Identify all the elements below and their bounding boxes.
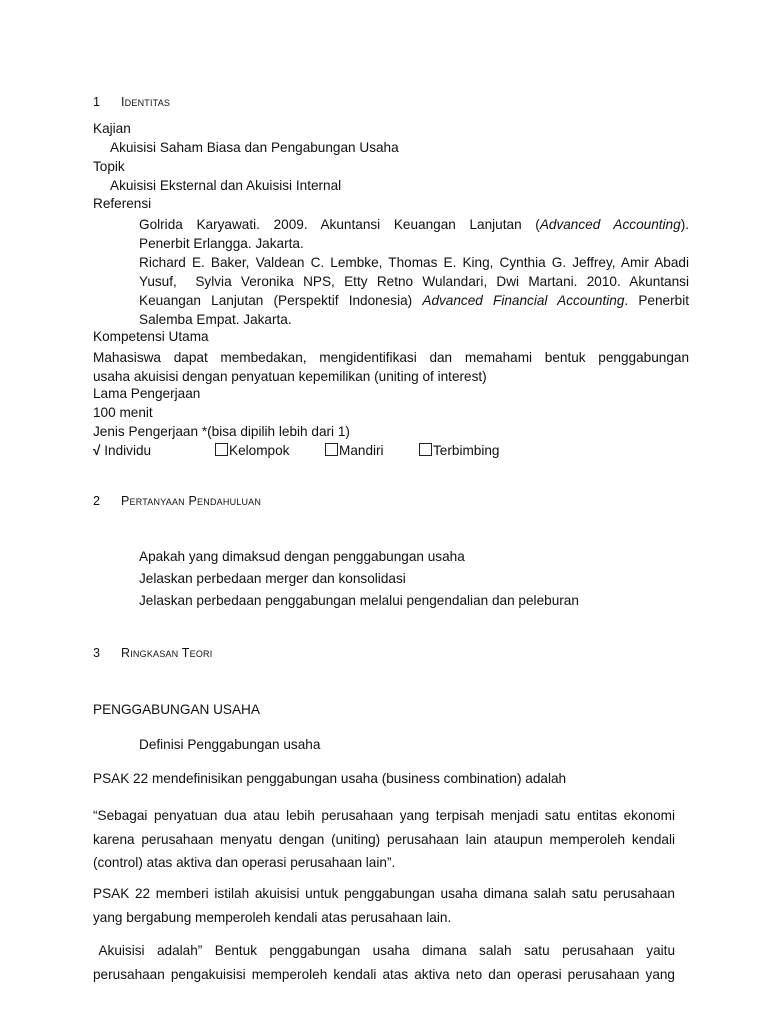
jenis-label: Jenis Pengerjaan *(bisa dipilih lebih dari 1) — [93, 424, 350, 439]
checkbox-icon — [215, 443, 228, 456]
kajian-value: Akuisisi Saham Biasa dan Pengabungan Usaha — [110, 140, 399, 155]
reference-1-italic-title: Advanced Accounting — [539, 217, 681, 232]
option-individu: √ Individu — [93, 443, 152, 458]
reference-2-line-3: Keuangan Lanjutan (Perspektif Indonesia) Advanced Financial Accounting. Penerbit — [139, 293, 689, 308]
psak-paragraph-1: PSAK 22 mendefinisikan penggabungan usaha (business combination) adalah — [93, 771, 567, 786]
kompetensi-label: Kompetensi Utama — [93, 329, 209, 344]
reference-2 — [139, 253, 689, 329]
reference-2-line-1: Richard E. Baker, Valdean C. Lembke, Thomas E. King, Cynthia G. Jeffrey, Amir Abadi — [139, 255, 689, 270]
kajian-label: Kajian — [93, 121, 131, 136]
reference-1 — [139, 215, 689, 253]
kompetensi-line-2: usaha akuisisi dengan penyatuan kepemilikan (uniting of interest) — [93, 369, 487, 384]
reference-2-line-4: Salemba Empat. Jakarta. — [139, 312, 292, 327]
acquisition-paragraph — [93, 939, 675, 986]
reference-2-line-2: Yusuf, Sylvia Veronika NPS, Etty Retno Wulandari, Dwi Martani. 2010. Akuntansi — [139, 274, 689, 289]
option-mandiri: Mandiri — [325, 443, 384, 458]
question-1: Apakah yang dimaksud dengan penggabungan usaha — [139, 549, 465, 564]
section-2-title: Pertanyaan Pendahuluan — [121, 494, 262, 508]
theory-heading: PENGGABUNGAN USAHA — [93, 702, 260, 717]
section-2-number: 2 — [93, 494, 100, 508]
reference-1-line-1: Golrida Karyawati. 2009. Akuntansi Keuangan Lanjutan (Advanced Accounting). — [139, 217, 689, 232]
theory-subheading: Definisi Penggabungan usaha — [139, 737, 321, 752]
reference-2-italic-title: Advanced Financial Accounting — [422, 293, 625, 308]
checkbox-icon — [325, 443, 338, 456]
question-3: Jelaskan perbedaan penggabungan melalui pengendalian dan peleburan — [139, 593, 579, 608]
topik-label: Topik — [93, 159, 125, 174]
topik-value: Akuisisi Eksternal dan Akuisisi Internal — [110, 178, 342, 193]
quote-line-2: karena perusahaan menyatu dengan (uniting) perusahaan lain ataupun memperoleh kendali — [93, 831, 675, 847]
reference-1-line-2: Penerbit Erlangga. Jakarta. — [139, 236, 304, 251]
quote-line-3: (control) atas aktiva dan operasi perusahaan lain”. — [93, 855, 396, 870]
question-2: Jelaskan perbedaan merger dan konsolidasi — [139, 571, 406, 586]
p2-line-2: yang bergabung memperoleh kendali atas perusahaan lain. — [93, 909, 452, 925]
lama-label: Lama Pengerjaan — [93, 386, 201, 401]
section-1-title: Identitas — [121, 95, 171, 109]
option-terbimbing: Terbimbing — [419, 443, 500, 458]
quote-line-1: “Sebagai penyatuan dua atau lebih perusahaan yang terpisah menjadi satu entitas ekonomi — [93, 808, 675, 823]
kompetensi-line-1: Mahasiswa dapat membedakan, mengidentifikasi dan memahami bentuk penggabungan — [93, 350, 689, 365]
p3-line-1: Akuisisi adalah” Bentuk penggabungan usaha dimana salah satu perusahaan yaitu — [93, 943, 675, 958]
section-3-title: Ringkasan Teori — [121, 646, 213, 660]
definition-quote — [93, 804, 675, 875]
checkmark-icon: √ — [93, 443, 101, 458]
psak-paragraph-2 — [93, 882, 675, 929]
referensi-label: Referensi — [93, 196, 152, 211]
section-3-number: 3 — [93, 646, 100, 660]
lama-value: 100 menit — [93, 405, 153, 420]
p3-line-2: perusahaan pengakuisisi memperoleh kendali atas aktiva neto dan operasi perusahaan yang — [93, 966, 675, 982]
p2-line-1: PSAK 22 memberi istilah akuisisi untuk penggabungan usaha dimana salah satu perusahaan — [93, 886, 675, 901]
checkbox-icon — [419, 443, 432, 456]
kompetensi-text — [93, 348, 689, 386]
section-1-number: 1 — [93, 95, 100, 109]
option-kelompok: Kelompok — [215, 443, 289, 458]
